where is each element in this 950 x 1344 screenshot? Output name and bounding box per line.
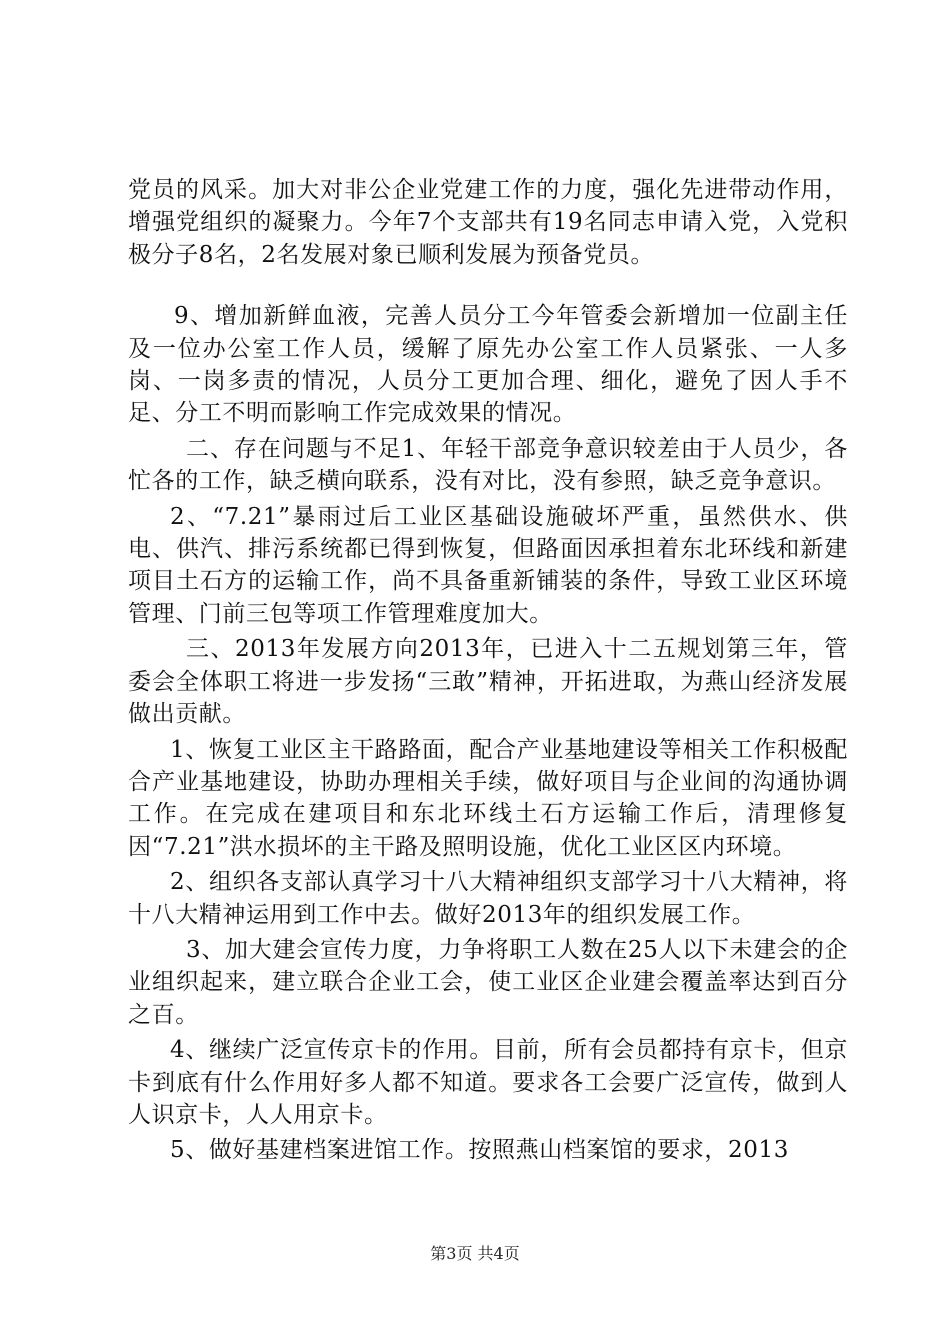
- paragraph-6: 1、恢复工业区主干路路面，配合产业基地建设等相关工作积极配合产业基地建设，协助办理相关手续，做好项目与企业间的沟通协调工作。在完成在建项目和东北环线土石方运输工作后，清理修复因“7.21”洪水损坏的主干路及照明设施，优化工业区区内环境。: [128, 736, 848, 860]
- document-body: [128, 174, 848, 1167]
- page-footer: 第3页 共4页: [430, 1244, 520, 1263]
- paragraph-4: 2、“7.21”暴雨过后工业区基础设施破坏严重，虽然供水、供电、供汽、排污系统都已得到恢复，但路面因承担着东北环线和新建项目土石方的运输工作，尚不具备重新铺装的条件，导致工业区环境管理、门前三包等项工作管理难度加大。: [128, 503, 848, 627]
- paragraph-3: 二、存在问题与不足1、年轻干部竞争意识较差由于人员少，各忙各的工作，缺乏横向联系，没有对比，没有参照，缺乏竞争意识。: [128, 435, 848, 495]
- paragraph-7: 2、组织各支部认真学习十八大精神组织支部学习十八大精神，将十八大精神运用到工作中去。做好2013年的组织发展工作。: [128, 869, 848, 928]
- paragraph-9: 4、继续广泛宣传京卡的作用。目前，所有会员都持有京卡，但京卡到底有什么作用好多人都不知道。要求各工会要广泛宣传，做到人人识京卡，人人用京卡。: [128, 1037, 848, 1128]
- paragraph-5: 三、2013年发展方向2013年，已进入十二五规划第三年，管委会全体职工将进一步发扬“三敢”精神，开拓进取，为燕山经济发展做出贡献。: [128, 636, 848, 728]
- paragraph-2: 9、增加新鲜血液，完善人员分工今年管委会新增加一位副主任及一位办公室工作人员，缓解了原先办公室工作人员紧张、一人多岗、一岗多责的情况，人员分工更加合理、细化，避免了因人手不足、分工不明而影响工作完成效果的情况。: [128, 303, 848, 427]
- paragraph-10: 5、做好基建档案进馆工作。按照燕山档案馆的要求，2013: [170, 1137, 789, 1164]
- paragraph-1: 党员的风采。加大对非公企业党建工作的力度，强化先进带动作用，增强党组织的凝聚力。今年7个支部共有19名同志申请入党，入党积极分子8名，2名发展对象已顺利发展为预备党员。: [128, 177, 848, 268]
- paragraph-8: 3、加大建会宣传力度，力争将职工人数在25人以下未建会的企业组织起来，建立联合企业工会，使工业区企业建会覆盖率达到百分之百。: [128, 936, 848, 1028]
